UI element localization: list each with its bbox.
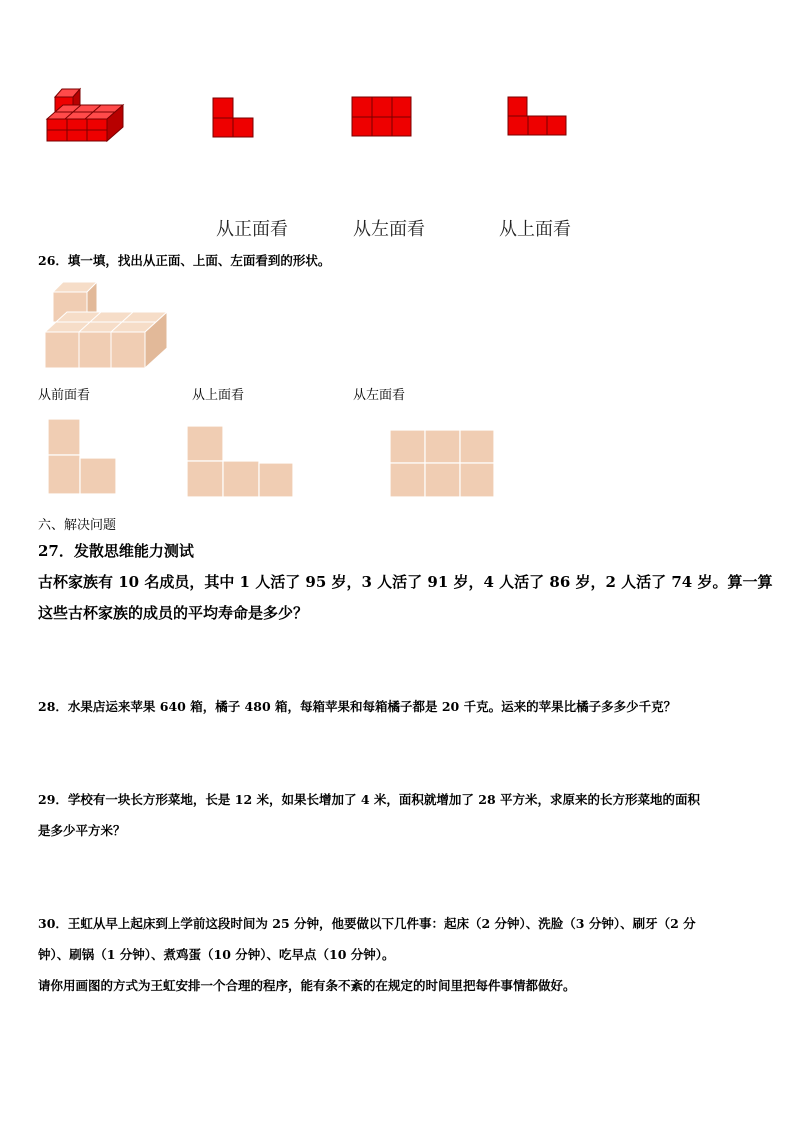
red-left-view	[351, 96, 413, 138]
q30-line1: 30．王虹从早上起床到上学前这段时间为 25 分钟，他要做以下几件事：起床（2 分钟）、洗脸（3 分钟）、刷牙（2 分	[38, 916, 696, 931]
q27-line2: 这些古杯家族的成员的平均寿命是多少？	[38, 604, 309, 622]
q28-text: 28．水果店运来苹果 640 箱，橘子 480 箱，每箱苹果和每箱橘子都是 20 千克。运来的苹果比橘子多多少千克？	[38, 699, 677, 714]
section-heading: 六、解决问题	[38, 518, 117, 533]
q27-line1: 古杯家族有 10 名成员，其中 1 人活了 95 岁，3 人活了 91 岁，4 人活了 86 岁，2 人活了 74 岁。算一算	[38, 573, 773, 591]
red-front-view	[212, 97, 257, 139]
beige-cube-3d-figure	[43, 280, 173, 370]
beige-left-view	[389, 429, 497, 499]
view-label-front: 从正面看	[216, 219, 288, 240]
q30-line3: 请你用画图的方式为王虹安排一个合理的程序，能有条不紊的在规定的时间里把每件事情都做好。	[38, 978, 576, 993]
q26-prompt: 26．填一填，找出从正面、上面、左面看到的形状。	[38, 253, 331, 268]
q29-line2: 是多少平方米？	[38, 823, 126, 838]
q29-line1: 29．学校有一块长方形菜地，长是 12 米，如果长增加了 4 米，面积就增加了 28 平方米，求原来的长方形菜地的面积	[38, 792, 700, 807]
q30-line2: 钟）、刷锅（1 分钟）、煮鸡蛋（10 分钟）、吃早点（10 分钟）。	[38, 947, 395, 962]
beige-top-view	[186, 425, 296, 499]
red-top-view	[507, 96, 569, 138]
view-label-left: 从左面看	[353, 219, 425, 240]
q26-label-left: 从左面看	[353, 388, 406, 403]
q27-title: 27．发散思维能力测试	[38, 542, 194, 560]
beige-front-view	[47, 418, 119, 498]
view-label-top: 从上面看	[499, 219, 571, 240]
q26-label-top: 从上面看	[192, 388, 245, 403]
red-cube-3d-figure	[45, 85, 125, 145]
q26-label-front: 从前面看	[38, 388, 91, 403]
